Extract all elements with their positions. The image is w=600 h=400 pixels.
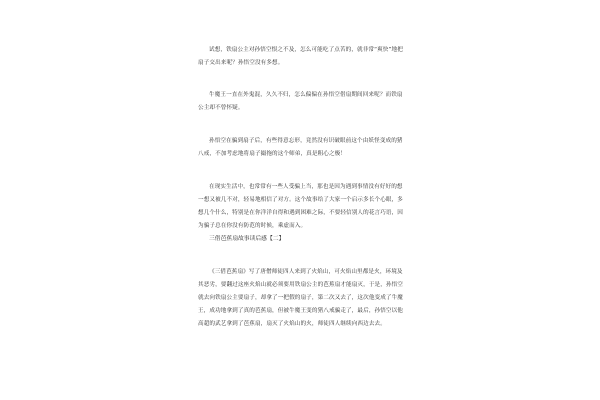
story-paragraph: 《三借芭蕉扇》写了唐僧师徒四人来到了火焰山，可火焰山里都是火，环境及其恶劣，要翻过这座火焰山就必须要用铁扇公主的芭蕉扇才能扇灭，于是，孙悟空就去向铁扇公主要扇子，却拿了一把假的扇子，第二次又去了，这次他变成了牛魔王，成功地拿到了真的芭蕉扇，但被牛魔王变的猪八戒骗走了，最后，孙悟空以他高超的武艺拿到了芭蕉扇，扇灭了火焰山的火，师徒四人继续向西边去去。: [198, 269, 403, 327]
paragraph-1: 试想，铁扇公主对孙悟空恨之不及，怎么可能吃了点苦的，就非常“爽快”地把扇子交出来呢？孙悟空没有多想。: [198, 47, 403, 66]
paragraph-3: 孙悟空在骗到扇子后，有些得意忘形，竟然没有识破眼前这个由妖怪变成的猪八戒，不加考虑地将扇子撮拖的这个师弟，真是粗心之极！: [198, 138, 403, 157]
paragraph-4: 在现实生活中，也常常有一些人受骗上当，那也是因为遇到事情没有好好的想一想又被几不对，轻易地相信了对方。这个故事给了大家一个启示多长个心眼，多想几个什么，特别是在你洋洋自得和遇到困难之际，不要轻信别人的花言巧语，因为骗子总在你没有防范的时候，乘虚而入。: [198, 184, 403, 229]
paragraph-2: 牛魔王一直在外鬼混，久久不归，怎么偏偏在孙悟空借扇期间回来呢？而铁扇公主却不曾怀疑。: [198, 92, 403, 111]
section-heading: 三借芭蕉扇故事读后感【二】: [209, 236, 285, 242]
